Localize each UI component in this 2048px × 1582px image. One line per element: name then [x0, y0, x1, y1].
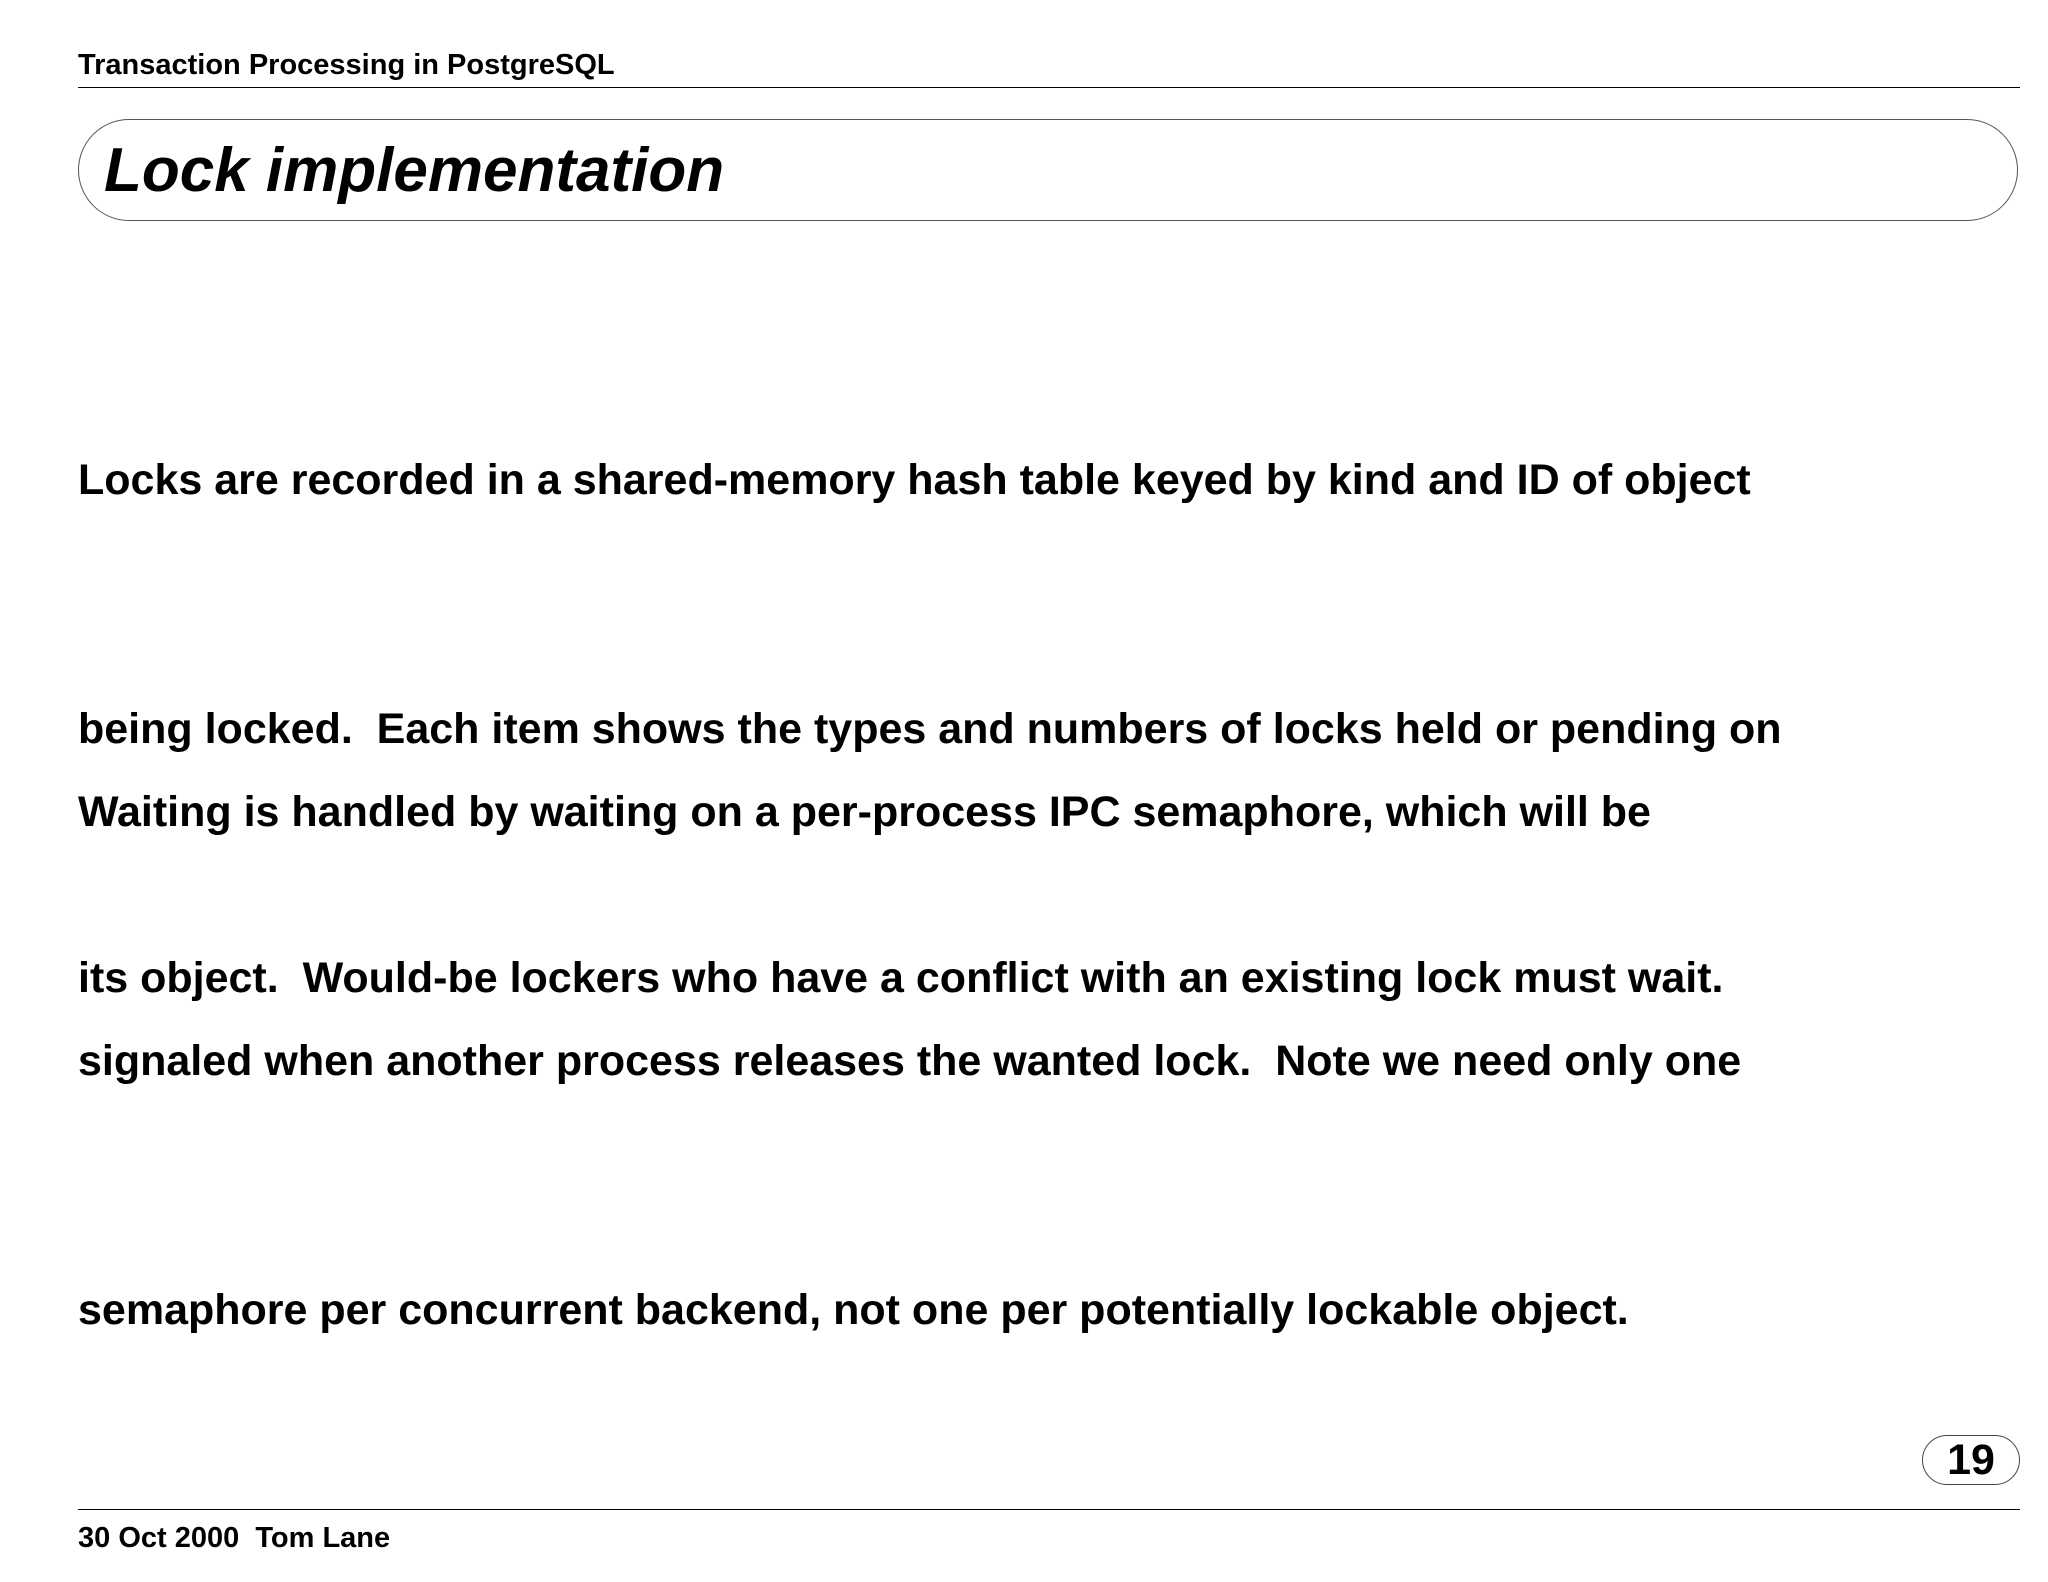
footer-divider [78, 1509, 2020, 1510]
page-number-badge: 19 [1922, 1435, 2020, 1485]
paragraph-line: Locks are recorded in a shared-memory hash table keyed by kind and ID of object [78, 456, 1751, 504]
header-title: Transaction Processing in PostgreSQL [78, 49, 615, 81]
paragraph-line: being locked. Each item shows the types and numbers of locks held or pending on [78, 705, 1782, 753]
slide-title: Lock implementation [104, 136, 725, 205]
paragraph-waiting [78, 605, 1741, 1435]
paragraph-line: its object. Would-be lockers who have a conflict with an existing lock must wait. [78, 954, 1724, 1002]
paragraph-line: semaphore per concurrent backend, not one per potentially lockable object. [78, 1286, 1629, 1334]
paragraph-line: Waiting is handled by waiting on a per-process IPC semaphore, which will be [78, 788, 1651, 836]
footer-text: 30 Oct 2000 Tom Lane [78, 1522, 391, 1554]
paragraph-line: signaled when another process releases the wanted lock. Note we need only one [78, 1037, 1742, 1085]
header-divider [78, 87, 2020, 88]
